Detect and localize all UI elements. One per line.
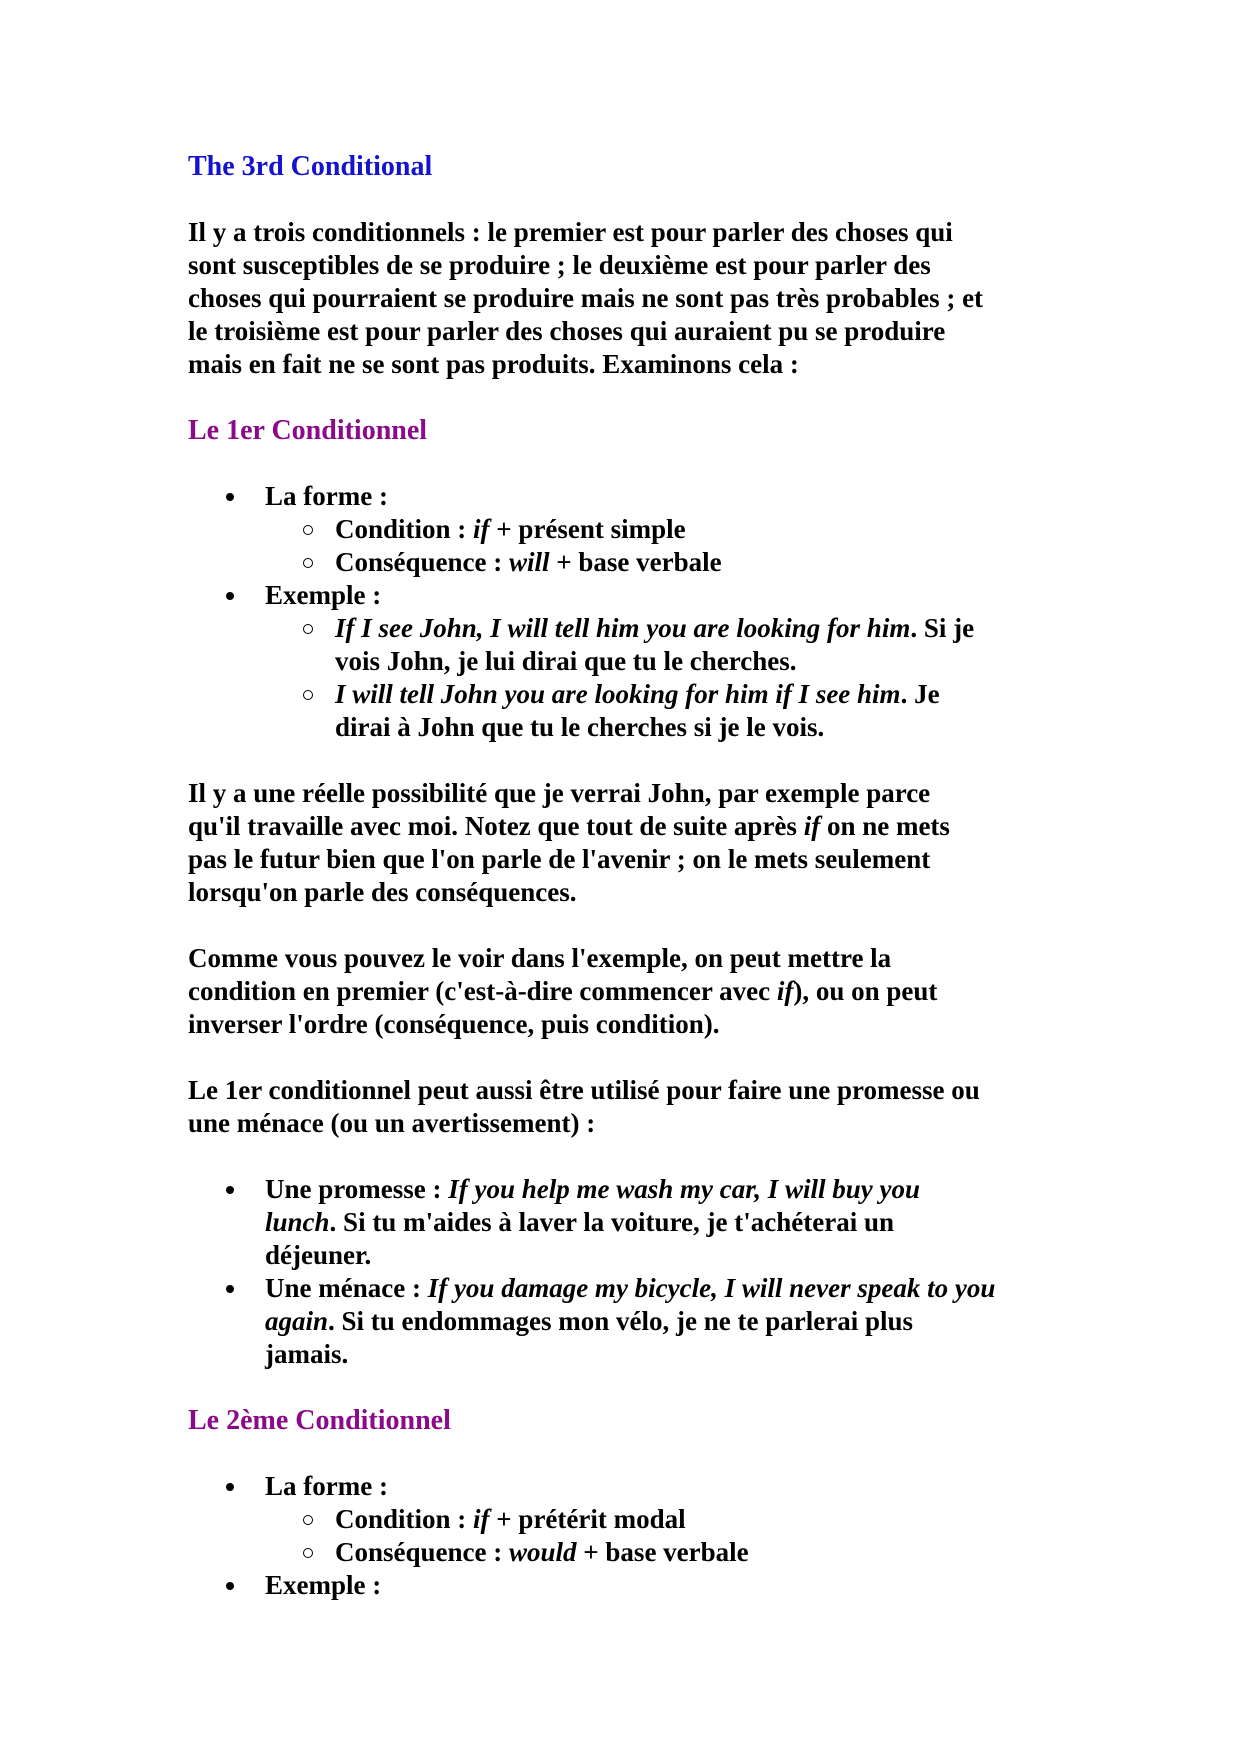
- list-item-text: [265, 1174, 920, 1270]
- text-run: on ne mets: [820, 811, 950, 841]
- text-run: sont susceptibles de se produire ; le deuxième est pour parler des: [188, 250, 931, 280]
- bullet-list: [188, 1173, 1170, 1371]
- bullet-list: [188, 480, 1170, 744]
- list-item-text: [265, 481, 388, 511]
- text-run: vois John, je lui dirai que tu le cherches.: [335, 646, 797, 676]
- bullet-circle-icon: [303, 525, 313, 535]
- text-run: . Si tu m'aides à laver la voiture, je t'achéterai un: [329, 1207, 894, 1237]
- list-item: [188, 678, 1170, 744]
- text-run: Le 1er conditionnel peut aussi être utilisé pour faire une promesse ou: [188, 1075, 980, 1105]
- text-run: would: [509, 1537, 577, 1567]
- list-item-text: [265, 1471, 388, 1501]
- text-run: Comme vous pouvez le voir dans l'exemple, on peut mettre la: [188, 943, 892, 973]
- text-run: mais en fait ne se sont pas produits. Examinons cela :: [188, 349, 799, 379]
- list-item: [188, 1503, 1170, 1536]
- list-item: [188, 1536, 1170, 1569]
- list-item: [188, 1569, 1170, 1602]
- section-heading: [188, 1404, 1170, 1437]
- text-run: + base verbale: [576, 1537, 749, 1567]
- text-run: Conséquence :: [335, 1537, 509, 1567]
- text-run: Il y a trois conditionnels : le premier est pour parler des choses qui: [188, 217, 953, 247]
- text-run: une ménace (ou un avertissement) :: [188, 1108, 596, 1138]
- bullet-dot-icon: [226, 1285, 234, 1293]
- list-item: [188, 1272, 1170, 1371]
- doc-title: [188, 150, 1170, 183]
- text-run: Le 2ème Conditionnel: [188, 1405, 451, 1436]
- text-run: Exemple :: [265, 580, 382, 610]
- text-run: I will tell John you are looking for him if I see him: [335, 679, 901, 709]
- text-run: . Si tu endommages mon vélo, je ne te parlerai plus: [328, 1306, 914, 1336]
- list-item-text: [265, 1570, 381, 1600]
- text-run: again: [265, 1306, 329, 1336]
- text-run: If you damage my bicycle, I will never speak to you: [427, 1273, 996, 1303]
- list-item-text: [335, 514, 686, 544]
- section-heading: [188, 414, 1170, 447]
- bullet-dot-icon: [226, 1186, 234, 1194]
- text-run: . Si je: [910, 613, 975, 643]
- text-run: condition en premier (c'est-à-dire commencer avec: [188, 976, 777, 1006]
- list-item: [188, 1173, 1170, 1272]
- paragraph: [188, 777, 1170, 909]
- list-item-text: [335, 613, 974, 676]
- paragraph: [188, 942, 1170, 1041]
- text-run: jamais.: [265, 1339, 349, 1369]
- text-run: lunch: [265, 1207, 330, 1237]
- bullet-list: [188, 1470, 1170, 1602]
- text-run: The 3rd Conditional: [188, 151, 433, 182]
- list-item: [188, 579, 1170, 612]
- bullet-dot-icon: [226, 493, 234, 501]
- text-run: Il y a une réelle possibilité que je verrai John, par exemple parce: [188, 778, 931, 808]
- text-run: if: [473, 1504, 490, 1534]
- text-run: Exemple :: [265, 1570, 382, 1600]
- list-item-text: [335, 1504, 686, 1534]
- bullet-dot-icon: [226, 1582, 234, 1590]
- text-run: La forme :: [265, 481, 388, 511]
- text-run: lorsqu'on parle des conséquences.: [188, 877, 577, 907]
- text-run: inverser l'ordre (conséquence, puis condition).: [188, 1009, 720, 1039]
- paragraph: [188, 216, 1170, 381]
- list-item: [188, 612, 1170, 678]
- text-run: pas le futur bien que l'on parle de l'avenir ; on le mets seulement: [188, 844, 931, 874]
- text-run: if: [473, 514, 490, 544]
- text-run: Conséquence :: [335, 547, 509, 577]
- list-item: [188, 1470, 1170, 1503]
- text-run: + prétérit modal: [489, 1504, 686, 1534]
- text-run: Le 1er Conditionnel: [188, 415, 428, 446]
- list-item: [188, 480, 1170, 513]
- text-run: + base verbale: [549, 547, 722, 577]
- text-run: choses qui pourraient se produire mais ne sont pas très probables ; et: [188, 283, 984, 313]
- bullet-dot-icon: [226, 592, 234, 600]
- paragraph: [188, 1074, 1170, 1140]
- text-run: le troisième est pour parler des choses qui auraient pu se produire: [188, 316, 946, 346]
- list-item: [188, 546, 1170, 579]
- text-run: Une ménace :: [265, 1273, 428, 1303]
- bullet-dot-icon: [226, 1483, 234, 1491]
- list-item-text: [335, 1537, 749, 1567]
- text-run: if: [803, 811, 821, 841]
- text-run: If you help me wash my car, I will buy you: [448, 1174, 921, 1204]
- list-item-text: [265, 580, 381, 610]
- bullet-circle-icon: [303, 558, 313, 568]
- text-run: Condition :: [335, 514, 474, 544]
- text-run: Une promesse :: [265, 1174, 449, 1204]
- bullet-circle-icon: [303, 1548, 313, 1558]
- text-run: . Je: [900, 679, 940, 709]
- text-run: + présent simple: [489, 514, 686, 544]
- text-run: dirai à John que tu le cherches si je le vois.: [335, 712, 825, 742]
- text-run: if: [776, 976, 794, 1006]
- text-run: ), ou on peut: [793, 976, 938, 1006]
- bullet-circle-icon: [303, 1515, 313, 1525]
- list-item: [188, 513, 1170, 546]
- bullet-circle-icon: [303, 690, 313, 700]
- text-run: déjeuner.: [265, 1240, 372, 1270]
- text-run: Condition :: [335, 1504, 474, 1534]
- list-item-text: [265, 1273, 995, 1369]
- list-item-text: [335, 547, 722, 577]
- list-item-text: [335, 679, 940, 742]
- text-run: La forme :: [265, 1471, 388, 1501]
- text-run: If I see John, I will tell him you are looking for him: [335, 613, 911, 643]
- bullet-circle-icon: [303, 624, 313, 634]
- text-run: qu'il travaille avec moi. Notez que tout de suite après: [188, 811, 804, 841]
- text-run: will: [509, 547, 550, 577]
